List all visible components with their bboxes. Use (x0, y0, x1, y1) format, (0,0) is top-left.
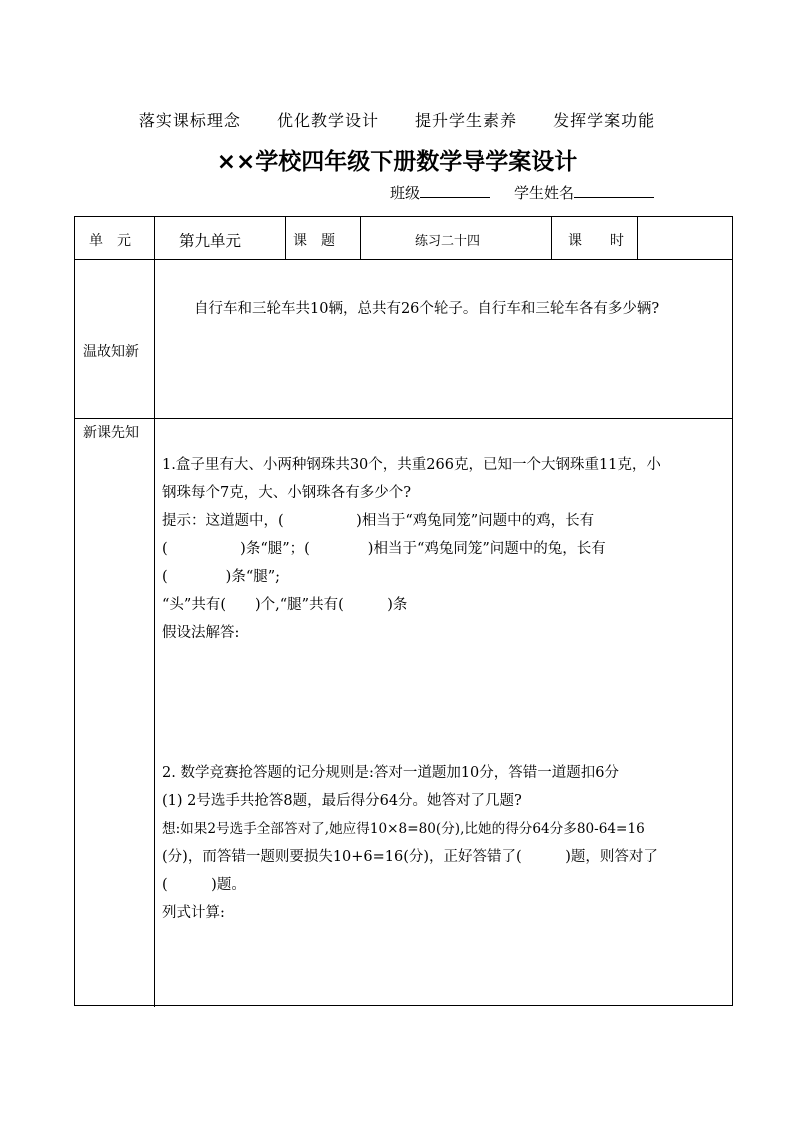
row-divider (75, 418, 732, 419)
question-2-line: (分)，而答错一题则要损失10+6=16(分)，正好答错了( )题，则答对了 (162, 849, 658, 865)
question-1-line: 1.盒子里有大、小两种钢珠共30个，共重266克，已知一个大钢珠重11克，小 (162, 457, 661, 473)
slogan-line (0, 108, 794, 131)
unit-value: 第九单元 (179, 232, 242, 250)
slogan-3: 提升学生素养 (415, 111, 518, 130)
class-label: 班级 (390, 184, 421, 202)
question-1-hint: ( )条“腿”; (162, 569, 281, 585)
question-1-line: 钢珠每个7克，大、小钢珠各有多少个? (162, 485, 411, 501)
question-2 (162, 759, 727, 927)
header-divider (285, 217, 286, 259)
question-2-line: 2. 数学竞赛抢答题的记分规则是:答对一道题加10分，答错一道题扣6分 (162, 765, 620, 781)
page-title: ××学校四年级下册数学导学案设计 (216, 149, 578, 175)
student-name-blank[interactable] (574, 183, 654, 198)
topic-label: 课 题 (293, 233, 335, 249)
label-column-divider (154, 217, 155, 1007)
review-question: 自行车和三轮车共10辆，总共有26个轮子。自行车和三轮车各有多少辆? (194, 301, 660, 317)
slogan-1: 落实课标理念 (138, 111, 241, 130)
header-divider (360, 217, 361, 259)
question-2-line: 想:如果2号选手全部答对了,她应得10×8=80(分),比她的得分64分多80-64=16 (162, 821, 645, 837)
question-1-count: “头”共有( )个,“腿”共有( )条 (162, 597, 408, 613)
question-1-hint: ( )条“腿”；( )相当于“鸡兔同笼”问题中的兔，长有 (162, 541, 606, 557)
question-2-answer-prompt: 列式计算: (162, 905, 225, 921)
question-1-hint: 提示：这道题中，( )相当于“鸡兔同笼”问题中的鸡，长有 (162, 513, 595, 529)
topic-value: 练习二十四 (415, 234, 481, 249)
preview-label: 新课先知 (83, 425, 139, 441)
slogan-4: 发挥学案功能 (553, 111, 656, 130)
review-label: 温故知新 (83, 344, 139, 360)
header-divider (637, 217, 638, 259)
slogan-2: 优化教学设计 (276, 111, 379, 130)
class-name-line (390, 182, 654, 203)
student-name-label: 学生姓名 (514, 184, 575, 202)
row-divider (75, 259, 732, 260)
question-1-answer-prompt: 假设法解答: (162, 625, 240, 641)
question-2-line: (1) 2号选手共抢答8题，最后得分64分。她答对了几题? (162, 793, 522, 809)
unit-label: 单 元 (89, 233, 131, 249)
header-divider (551, 217, 552, 259)
question-1 (162, 451, 727, 647)
period-label: 课 时 (568, 233, 624, 249)
class-blank[interactable] (420, 183, 490, 198)
worksheet-table (74, 216, 733, 1006)
question-2-line: ( )题。 (162, 877, 246, 893)
